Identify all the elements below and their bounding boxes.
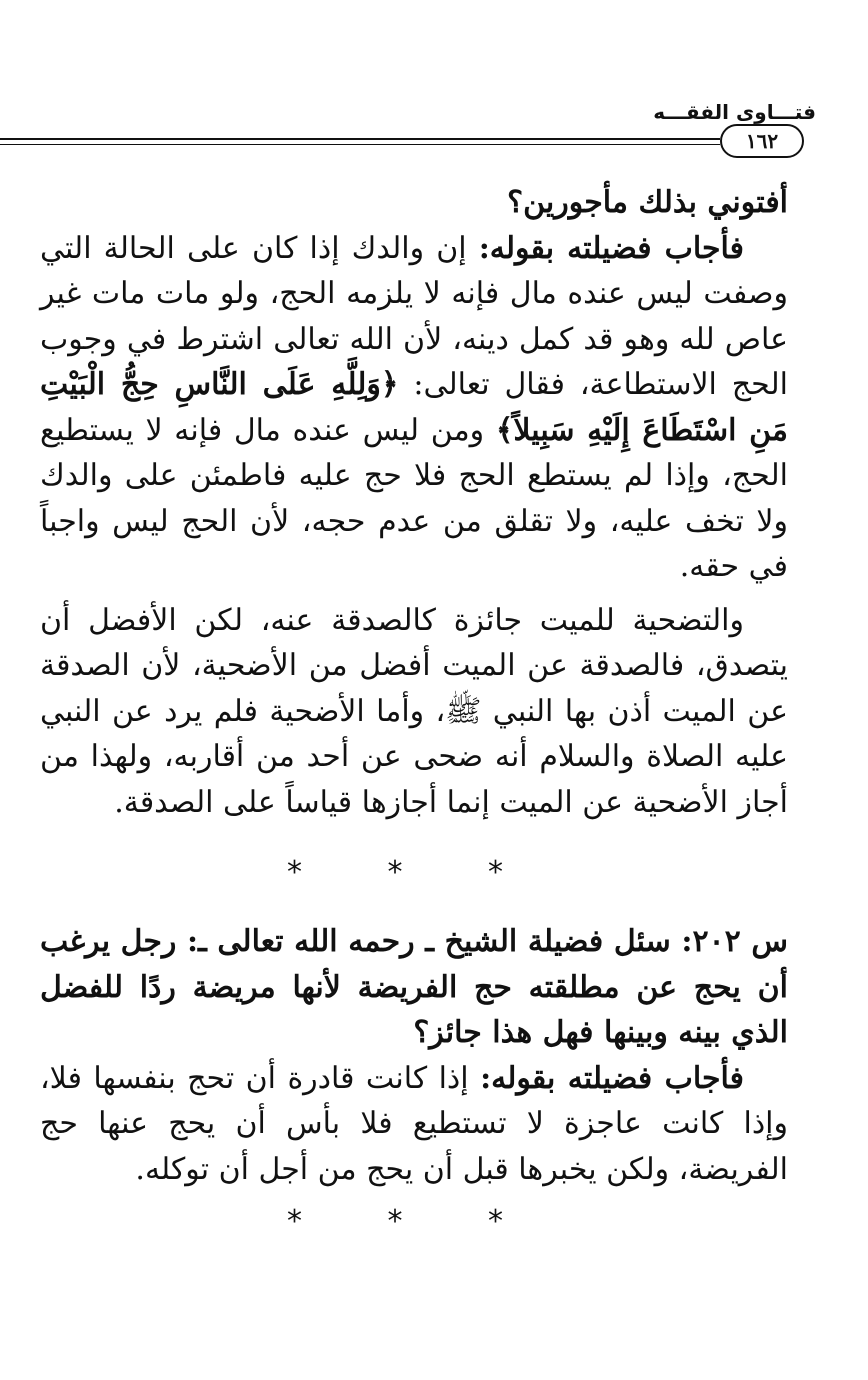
answer-202-text: إذا كانت قادرة أن تحج بنفسها فلا، وإذا كانت عاجزة لا تستطيع فلا بأس أن يحج عنها حج الفريضة، ولكن يخبرها قبل أن يحج من أجل أن توكله. xyxy=(40,1060,788,1187)
page-number: ١٦٢ xyxy=(720,124,804,158)
answer-202-lead: فأجاب فضيلته بقوله: xyxy=(480,1060,744,1096)
running-title: فتـــاوى الفقـــه xyxy=(653,100,816,124)
sacrifice-paragraph: والتضحية للميت جائزة كالصدقة عنه، لكن الأفضل أن يتصدق، فالصدقة عن الميت أفضل من الأضحية، لأن الصدقة عن الميت أذن بها النبي ﷺ، وأما الأضحية فلم يرد عن النبي عليه الصلاة والسلام أنه ضحى عن أحد من أقاربه، ولهذا من أجاز الأضحية عن الميت إنما أجازها قياساً على الصدقة. xyxy=(40,602,788,820)
question-end: أفتوني بذلك مأجورين؟ xyxy=(507,185,788,220)
header-rule xyxy=(0,138,720,145)
answer-lead: فأجاب فضيلته بقوله: xyxy=(478,230,744,266)
section-separator-end: * * * xyxy=(286,1204,542,1239)
answer-202 xyxy=(40,1056,788,1193)
question-202: س ٢٠٢: سئل فضيلة الشيخ ـ رحمه الله تعالى ـ: رجل يرغب أن يحج عن مطلقته حج الفريضة لأنها مريضة ردًا للفضل الذي بينه وبينها فهل هذا جائز؟ xyxy=(40,924,788,1050)
answer-text-1: إن والدك إذا كان على الحالة التي وصفت ليس عنده مال فإنه لا يلزمه الحج، ولو مات مات غير عاص لله وهو قد كمل دينه، لأن الله تعالى اشترط في وجوب الحج الاستطاعة، فقال تعالى: xyxy=(40,230,788,402)
quran-verse: ﴿وَلِلَّهِ عَلَى النَّاسِ حِجُّ الْبَيْتِ مَنِ اسْتَطَاعَ إِلَيْهِ سَبِيلاً﴾ xyxy=(40,367,788,448)
answer-paragraph xyxy=(40,226,788,590)
answer-text-2: ومن ليس عنده مال فإنه لا يستطيع الحج، وإذا لم يستطع الحج فلا حج عليه فاطمئن على والدك ولا تخف عليه، ولا تقلق من عدم حجه، لأن الحج ليس واجباً في حقه. xyxy=(40,412,788,584)
page-content xyxy=(40,180,788,1242)
section-separator: * * * xyxy=(286,855,542,890)
